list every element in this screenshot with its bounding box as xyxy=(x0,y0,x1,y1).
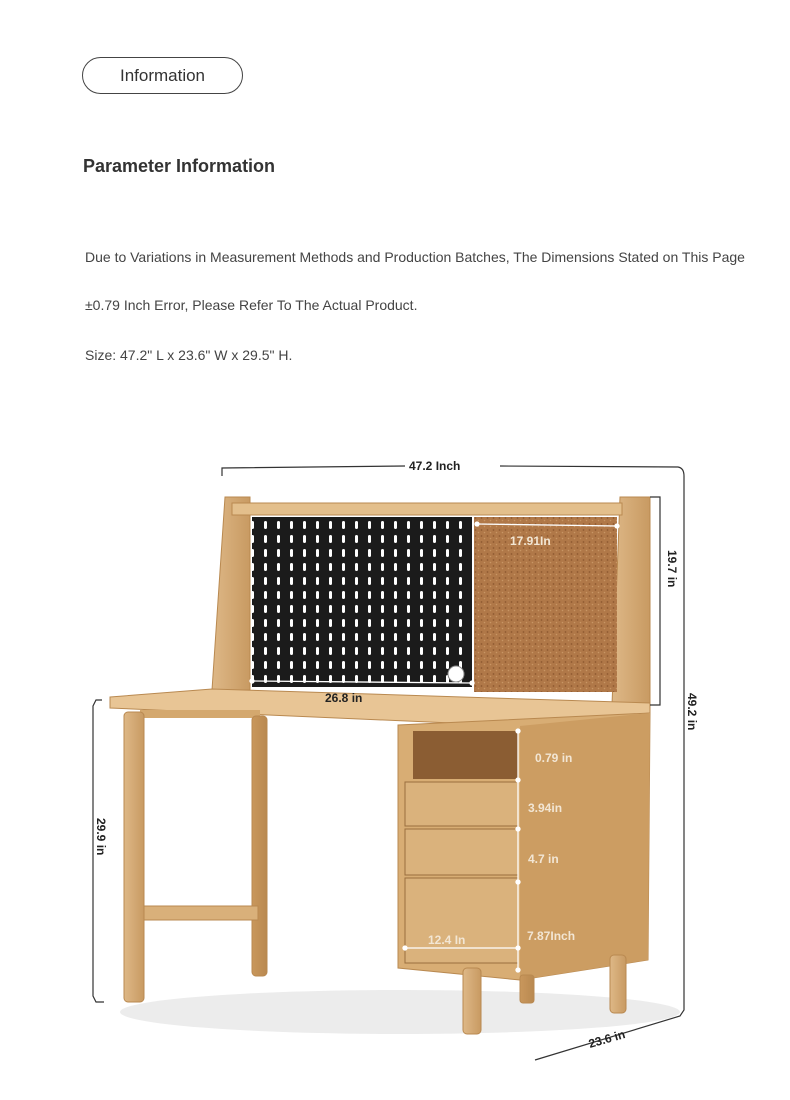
leg-stretcher xyxy=(144,906,258,920)
cork-width-dot-left xyxy=(475,522,479,526)
cable-hole-icon xyxy=(448,666,464,682)
drawer-3[interactable] xyxy=(405,878,518,963)
drawer-dot-bottom xyxy=(516,968,520,972)
paragraph-variations: Due to Variations in Measurement Methods and Production Batches, The Dimensions Stated on This Page xyxy=(85,249,745,265)
information-button[interactable]: Information xyxy=(82,57,243,94)
paragraph-error: ±0.79 Inch Error, Please Refer To The Actual Product. xyxy=(85,297,418,313)
drawer-2[interactable] xyxy=(405,829,518,875)
hutch-top-shelf xyxy=(232,503,622,515)
cabinet-width-dot-right xyxy=(516,946,520,950)
open-shelf xyxy=(413,731,518,779)
label-drawer-2: 4.7 in xyxy=(528,852,559,866)
section-title: Parameter Information xyxy=(83,156,276,176)
label-overall-height: 49.2 in xyxy=(685,693,699,731)
width-line-left xyxy=(222,466,405,476)
drawer-dot-3 xyxy=(516,880,520,884)
desk-dimension-diagram xyxy=(0,440,790,1100)
apron xyxy=(140,710,260,718)
front-left-leg xyxy=(124,712,144,1002)
label-cabinet-width: 12.4 In xyxy=(428,933,466,947)
label-cork-width: 17.91In xyxy=(510,534,551,548)
label-pegboard-width: 26.8 in xyxy=(325,691,363,705)
hutch-height-line xyxy=(650,497,660,705)
label-drawer-1: 3.94in xyxy=(528,801,563,815)
pegboard-width-dot-left xyxy=(250,679,254,683)
cabinet-width-dot-left xyxy=(403,946,407,950)
cork-width-dot-right xyxy=(615,524,619,528)
drawer-dot-2 xyxy=(516,827,520,831)
label-shelf-gap: 0.79 in xyxy=(535,751,573,765)
pegboard-width-dot-right xyxy=(470,681,474,685)
cabinet-right-leg xyxy=(610,955,626,1013)
back-left-leg xyxy=(252,716,267,976)
label-depth: 23.6 in xyxy=(586,1027,627,1051)
paragraph-size: Size: 47.2" L x 23.6" W x 29.5" H. xyxy=(85,347,293,363)
label-overall-width: 47.2 Inch xyxy=(409,459,461,473)
label-drawer-3: 7.87Inch xyxy=(527,929,576,943)
drawer-dot-1 xyxy=(516,778,520,782)
cabinet-front-leg xyxy=(463,968,481,1034)
label-desk-height: 29.9 in xyxy=(94,818,108,856)
pegboard xyxy=(252,517,472,687)
drawer-dot-top xyxy=(516,729,520,733)
cabinet-back-leg xyxy=(520,975,534,1003)
label-hutch-height: 19.7 in xyxy=(665,550,679,588)
hutch-left-side xyxy=(212,497,250,690)
drawer-1[interactable] xyxy=(405,782,518,826)
floor-shadow xyxy=(120,990,680,1034)
